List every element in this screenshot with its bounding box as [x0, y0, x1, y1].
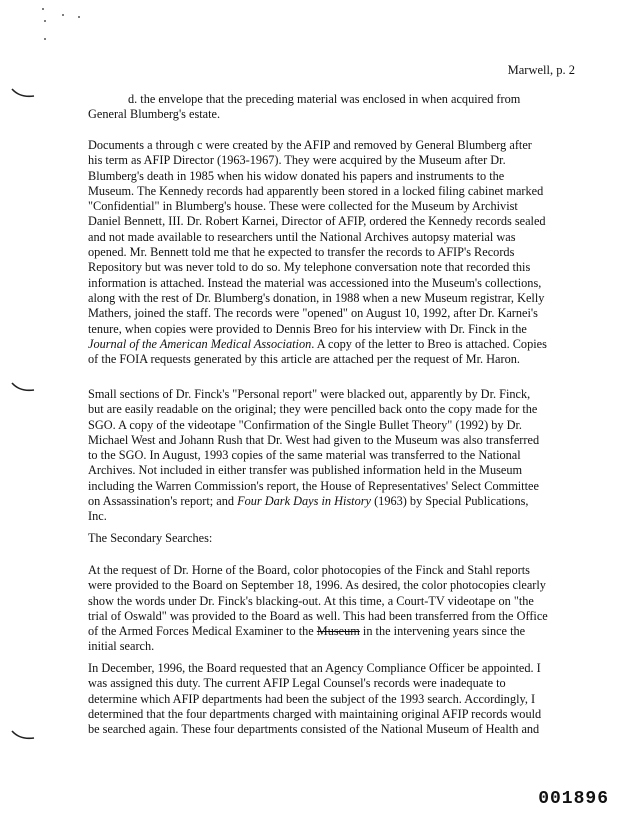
- scan-speck: [42, 8, 44, 10]
- paragraph-secondary-search: At the request of Dr. Horne of the Board, color photocopies of the Finck and Stahl reports were provided to the Board on September 18, 1996. As desired, the color photocopies clearly show the words under Dr. Finck's blacking-out. At this time, a Court-TV videotape on "the trial of Oswald" was provided to the Board as well. This had been transferred from the Office of the Armed Forces Medical Examiner to the Museum in the intervening years since the initial search.: [88, 563, 548, 654]
- paragraph-item-d: d. the envelope that the preceding material was enclosed in when acquired from General Blumberg's estate.: [88, 92, 521, 122]
- struck-word: Museum: [316, 624, 360, 639]
- page-header: Marwell, p. 2: [507, 63, 575, 77]
- book-title: Four Dark Days in History: [237, 494, 371, 509]
- binder-hole-mark: [10, 380, 36, 394]
- scan-speck: [44, 20, 46, 22]
- scan-speck: [44, 38, 46, 40]
- binder-hole-mark: [10, 86, 36, 100]
- paragraph-compliance-officer: In December, 1996, the Board requested that an Agency Compliance Officer be appointed. I was assigned this duty. The current AFIP Legal Counsel's records were inadequate to determine which AFIP departments had been the subject of the 1993 search. Accordingly, I determined that the four departments charged with maintaining original AFIP records would be searched again. These four departments consisted of the National Museum of Health and: [88, 661, 542, 737]
- paragraph-finck-report: Small sections of Dr. Finck's "Personal report" were blacked out, apparently by Dr. Finck, but are easily readable on the original; they were pencilled back onto the copy made for the SGO. A copy of the videotape "Confirmation of the Single Bullet Theory" (1992) by Dr. Michael West and Johann Rush that Dr. West had given to the Museum was also transferred to the SGO. In August, 1993 copies of the same material was transferred to the National Archives. Not included in either transfer was published information held in the Museum including the Warren Commission's report, the House of Representatives' Select Committee on Assassination's report; and Four Dark Days in History (1963) by Special Publications, Inc.: [88, 387, 540, 524]
- scan-speck: [62, 14, 64, 16]
- paragraph-documents: Documents a through c were created by the AFIP and removed by General Blumberg after his term as AFIP Director (1963-1967). They were acquired by the Museum after Dr. Blumberg's death in 1985 when his widow donated his papers and instruments to the Museum. The Kennedy records had apparently been stored in a locked filing cabinet marked "Confidential" in Blumberg's house. These were collected for the Museum by Archivist Daniel Bennett, III. Dr. Robert Karnei, Director of AFIP, ordered the Kennedy records sealed and not made available to researchers until the National Archives autopsy material was opened. Mr. Bennett told me that he expected to transfer the records to AFIP's Records Repository but was never told to do so. My telephone conversation note that recorded this information is attached. Instead the material was accessioned into the Museum's collections, along with the rest of Dr. Blumberg's donation, in 1988 when a new Museum registrar, Kelly Mathers, joined the staff. The records were "opened" on August 10, 1992, after Dr. Karnei's tenure, when copies were provided to Dennis Breo for his interview with Dr. Finck in the Journal of the American Medical Association. A copy of the letter to Breo is attached. Copies of the FOIA requests generated by this article are attached per the request of Mr. Haron.: [88, 138, 547, 367]
- binder-hole-mark: [10, 728, 36, 742]
- bates-number: 001896: [538, 789, 609, 809]
- section-heading: The Secondary Searches:: [88, 531, 213, 545]
- scan-speck: [78, 16, 80, 18]
- journal-title: Journal of the American Medical Association: [88, 336, 312, 351]
